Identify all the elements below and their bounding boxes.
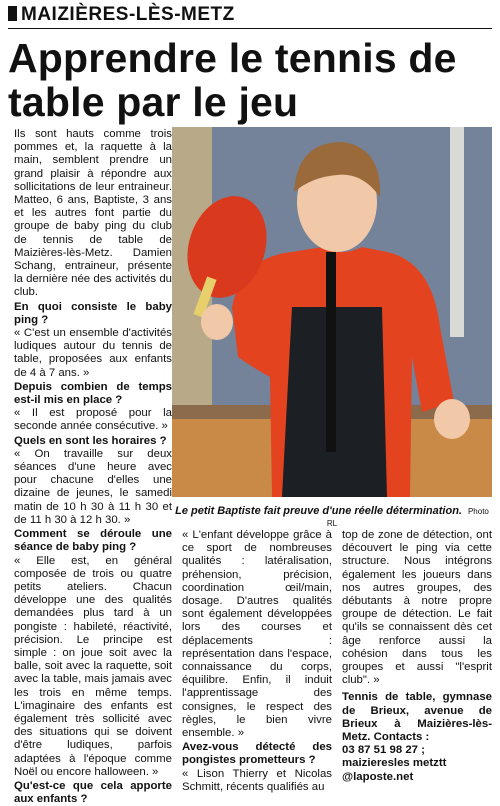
- question: Qu'est-ce que cela apporte aux enfants ?: [14, 779, 172, 806]
- paragraph: « On travaille sur deux séances d'une heure avec pour chacune d'elles une dizaine de jeunes, le samedi matin de 10 h 30 à 11 h 30 et de 11 h 30 à 12 h 30. »: [14, 447, 172, 526]
- kicker-marker: [8, 6, 17, 21]
- kicker-text: MAIZIÈRES-LÈS-METZ: [21, 4, 235, 25]
- caption-text: Le petit Baptiste fait preuve d'une réelle détermination.: [175, 505, 462, 517]
- kicker-rule: [8, 28, 492, 29]
- article-photo: [172, 127, 492, 497]
- column-1: [14, 128, 172, 806]
- question: Avez-vous détecté des pongistes prometteurs ?: [182, 741, 332, 767]
- contact-phone: 03 87 51 98 27 ;: [342, 744, 425, 757]
- column-3: [342, 529, 492, 784]
- question: Depuis combien de temps est-il mis en place ?: [14, 380, 172, 407]
- contact-line: Tennis de table, gymnase de Brieux, avenue de Brieux à Maizières-lès-Metz. Contacts :: [342, 691, 492, 744]
- paragraph: top de zone de détection, ont découvert le ping via cette structure. Nous intégrons également les joueurs dans nos autres groupes, des débutants à notre propre groupe de détection. Le fait qu'ils se connaissent dès cet âge renforce aussi la cohésion dans tous les groupes et aussi "l'esprit club". »: [342, 529, 492, 687]
- paragraph: Ils sont hauts comme trois pommes et, la raquette à la main, semblent prendre un grand plaisir à répondre aux sollicitations de leur entraineur. Matteo, 6 ans, Baptiste, 3 ans et les autres font partie du groupe de baby ping du club de tennis de table de Maizières-lès-Metz. Damien Schang, entraineur, présente la dernière née des activités du club.: [14, 128, 172, 299]
- column-2: [182, 529, 332, 794]
- photo-illustration: [172, 127, 492, 497]
- question: En quoi consiste le baby ping ?: [14, 300, 172, 326]
- paragraph: « L'enfant développe grâce à ce sport de nombreuses qualités : latéralisation, préhension, précision, coordination œil/main, dosage. D'autres qualités sont également développées lors des courses et déplacements : représentation dans l'espace, connaissance du corps, équilibre. Enfin, il induit l'apprentissage des consignes, le respect des règles, le bien vivre ensemble. »: [182, 529, 332, 740]
- paragraph: « Lison Thierry et Nicolas Schmitt, récents qualifiés au: [182, 767, 332, 793]
- contact-block: [342, 691, 492, 783]
- headline: Apprendre le tennis de table par le jeu: [8, 35, 457, 125]
- contact-email-domain: @laposte.net: [342, 770, 414, 783]
- paragraph: « Elle est, en général composée de trois ou quatre petits ateliers. Chacun développe une des qualités demandées plus tard à un pongiste : habileté, réactivité, précision. Le principe est simple : on joue soit avec la balle, soit avec la raquette, soit avec la table, mais jamais avec les trois en même temps. L'imaginaire des enfants est également très sollicité avec des situations qui se doivent d'être ludiques, parfois adaptées à l'époque comme Noël ou encore halloween. »: [14, 554, 172, 778]
- photo-caption: [172, 505, 492, 529]
- question: Comment se déroule une séance de baby ping ?: [14, 528, 172, 554]
- section-kicker: [8, 4, 235, 26]
- paragraph: « Il est proposé pour la seconde année consécutive. »: [14, 407, 172, 433]
- contact-email-user: maizieresles metztt: [342, 757, 447, 770]
- paragraph: « C'est un ensemble d'activités ludiques autour du tennis de table, proposées aux enfants de 4 à 7 ans. »: [14, 327, 172, 379]
- question: Quels en sont les horaires ?: [14, 434, 167, 447]
- photo-credit: Photo RL: [326, 507, 489, 528]
